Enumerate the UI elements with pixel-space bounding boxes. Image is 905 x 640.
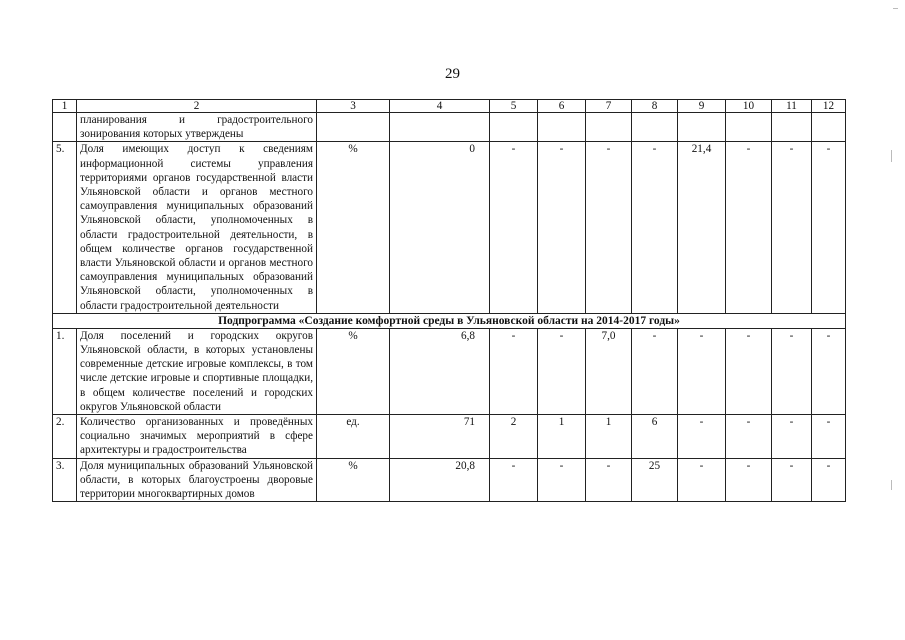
value-cell: 1 — [538, 415, 586, 459]
column-header: 5 — [490, 100, 538, 113]
scan-mark — [893, 8, 898, 9]
value-cell: 20,8 — [390, 458, 490, 502]
value-cell: - — [726, 328, 772, 414]
page-number: 29 — [445, 66, 460, 82]
value-cell: - — [772, 328, 812, 414]
scan-mark — [891, 480, 892, 490]
value-cell: - — [812, 328, 846, 414]
unit-cell — [317, 113, 390, 142]
value-cell: 71 — [390, 415, 490, 459]
scan-mark — [891, 150, 892, 162]
table-row — [53, 142, 846, 313]
row-number: 5. — [53, 142, 77, 313]
value-cell: 1 — [586, 415, 632, 459]
column-header: 12 — [812, 100, 846, 113]
value-cell: 6 — [632, 415, 678, 459]
indicator-description: планирования и градостроительного зонирования которых утверждены — [77, 113, 317, 142]
table-row — [53, 458, 846, 502]
indicator-description: Доля муниципальных образований Ульяновской области, в которых благоустроены дворовые территории многоквартирных домов — [77, 458, 317, 502]
value-cell: - — [772, 415, 812, 459]
value-cell — [678, 113, 726, 142]
unit-cell: % — [317, 458, 390, 502]
subprogram-title: Подпрограмма «Создание комфортной среды в Ульяновской области на 2014-2017 годы» — [53, 313, 846, 328]
value-cell: - — [586, 458, 632, 502]
value-cell: - — [726, 142, 772, 313]
row-number: 3. — [53, 458, 77, 502]
column-header: 8 — [632, 100, 678, 113]
subprogram-row — [53, 313, 846, 328]
row-number: 2. — [53, 415, 77, 459]
column-header: 10 — [726, 100, 772, 113]
value-cell: 6,8 — [390, 328, 490, 414]
table-row — [53, 113, 846, 142]
value-cell: - — [586, 142, 632, 313]
unit-cell: ед. — [317, 415, 390, 459]
value-cell — [538, 113, 586, 142]
value-cell: - — [678, 415, 726, 459]
value-cell: - — [812, 458, 846, 502]
value-cell: - — [812, 415, 846, 459]
value-cell: - — [490, 328, 538, 414]
column-header: 11 — [772, 100, 812, 113]
value-cell: - — [538, 142, 586, 313]
column-header: 7 — [586, 100, 632, 113]
header-row — [53, 100, 846, 113]
row-number: 1. — [53, 328, 77, 414]
value-cell — [772, 113, 812, 142]
indicator-description: Количество организованных и проведённых социально значимых мероприятий в сфере архитектуры и градостроительства — [77, 415, 317, 459]
value-cell — [726, 113, 772, 142]
value-cell: - — [678, 458, 726, 502]
value-cell: 0 — [390, 142, 490, 313]
value-cell: - — [726, 415, 772, 459]
value-cell: 21,4 — [678, 142, 726, 313]
unit-cell: % — [317, 328, 390, 414]
value-cell — [586, 113, 632, 142]
value-cell: - — [538, 328, 586, 414]
value-cell — [390, 113, 490, 142]
value-cell: - — [772, 142, 812, 313]
unit-cell: % — [317, 142, 390, 313]
table-row — [53, 328, 846, 414]
column-header: 2 — [77, 100, 317, 113]
value-cell: - — [632, 328, 678, 414]
column-header: 1 — [53, 100, 77, 113]
indicator-description: Доля поселений и городских округов Ульяновской области, в которых установлены современные детские игровые комплексы, в том числе детские игровые и спортивные площадки, в общем количестве поселений и городских округов Ульяновской области — [77, 328, 317, 414]
row-number — [53, 113, 77, 142]
column-header: 3 — [317, 100, 390, 113]
value-cell — [812, 113, 846, 142]
value-cell: - — [772, 458, 812, 502]
value-cell: - — [726, 458, 772, 502]
indicator-description: Доля имеющих доступ к сведениям информационной системы управления территориями органов государственной власти Ульяновской области и органов местного самоуправления муниципальных образований Ульяновской области, уполномоченных в области градостроительной деятельности, в общем количестве органов государственной власти Ульяновской области и органов местного самоуправления муниципальных образований Ульяновской области, уполномоченных в области градостроительной деятельности — [77, 142, 317, 313]
table-row — [53, 415, 846, 459]
value-cell: - — [812, 142, 846, 313]
value-cell: - — [490, 142, 538, 313]
indicators-table — [52, 99, 846, 502]
value-cell: - — [632, 142, 678, 313]
value-cell: 2 — [490, 415, 538, 459]
value-cell — [632, 113, 678, 142]
column-header: 9 — [678, 100, 726, 113]
value-cell: 7,0 — [586, 328, 632, 414]
column-header: 6 — [538, 100, 586, 113]
value-cell: - — [678, 328, 726, 414]
column-header: 4 — [390, 100, 490, 113]
value-cell: - — [490, 458, 538, 502]
value-cell: - — [538, 458, 586, 502]
value-cell: 25 — [632, 458, 678, 502]
value-cell — [490, 113, 538, 142]
